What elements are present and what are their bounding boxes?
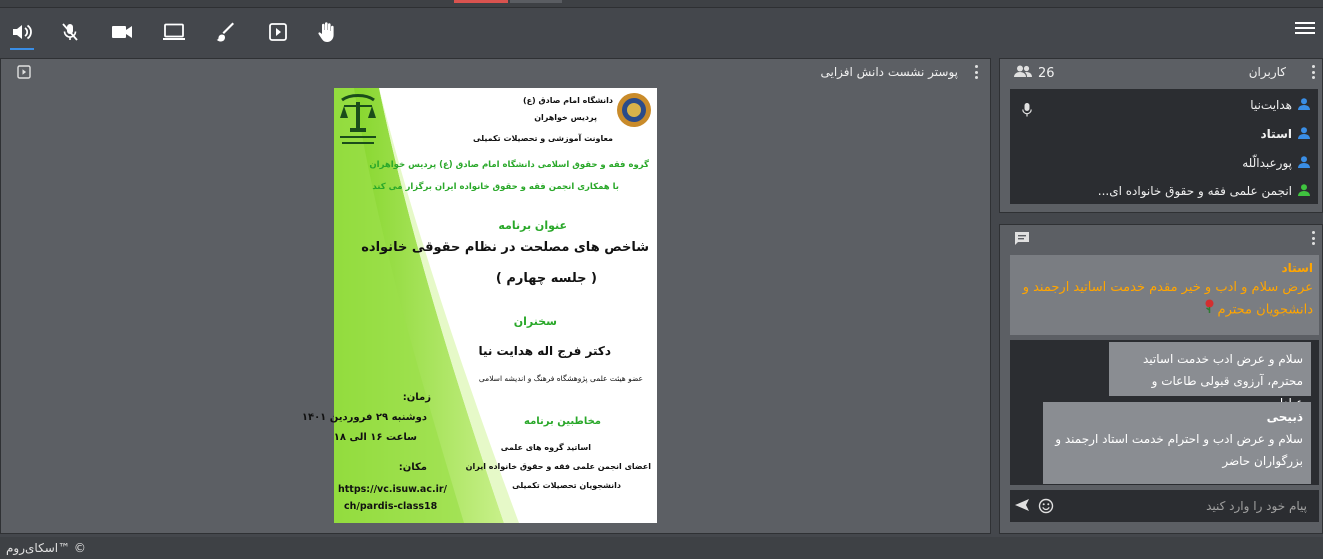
poster-program-label: عنوان برنامه <box>498 219 567 232</box>
users-count <box>1014 65 1055 81</box>
users-count-value: 26 <box>1038 65 1055 81</box>
chat-message-text: سلام و عرض ادب خدمت اساتید محترم، آرزوی قبولی طاعات و <box>1142 352 1303 388</box>
rose-emoji-icon <box>1204 299 1215 321</box>
pinned-message <box>1010 255 1319 335</box>
tab[interactable] <box>510 0 562 3</box>
poster-speaker-name: دکتر فرج اله هدایت نیا <box>478 344 611 358</box>
poster-speakers-label: سخنران <box>513 315 557 328</box>
media-icon[interactable] <box>17 65 31 82</box>
chat-message-text: سلام و عرض ادب و احترام خدمت استاد ارجمند و بزرگواران حاضر <box>1055 432 1303 468</box>
poster-audience-1: اساتید گروه های علمی <box>500 443 591 452</box>
send-icon[interactable] <box>1014 498 1030 515</box>
emoji-icon[interactable] <box>1038 498 1054 517</box>
poster-panel-menu-icon[interactable] <box>971 65 981 79</box>
screen-share-icon[interactable] <box>162 20 186 44</box>
poster-time-label: زمان: <box>402 392 431 403</box>
poster-panel-header <box>1 59 990 85</box>
poster-speaker-role: عضو هیئت علمی پژوهشگاه فرهنگ و اندیشه اسلامی <box>478 374 643 383</box>
poster-panel-title: پوستر نشست دانش افزایی <box>820 65 958 79</box>
user-name: انجمن علمی فقه و حقوق خانواده ای... <box>1097 184 1292 198</box>
poster-university-line1: دانشگاه امام صادق (ع) <box>522 96 613 105</box>
chat-messages <box>1010 340 1319 485</box>
camera-icon[interactable] <box>110 20 134 44</box>
top-tab-strip <box>0 0 1323 8</box>
user-name: هدایت‌نیا <box>1250 98 1292 112</box>
raise-hand-icon[interactable] <box>314 20 338 44</box>
brush-icon[interactable] <box>214 20 238 44</box>
user-item[interactable] <box>1242 153 1310 173</box>
poster-audience-label: مخاطبین برنامه <box>524 416 601 427</box>
poster-background <box>334 88 657 523</box>
users-group-icon <box>1014 65 1032 81</box>
users-panel-menu-icon[interactable] <box>1308 65 1318 79</box>
mic-off-icon[interactable] <box>58 20 82 44</box>
user-icon <box>1298 98 1310 113</box>
poster-university-line2: پردیس خواهران <box>534 113 597 122</box>
poster-university-line3: معاونت آموزشی و تحصیلات تکمیلی <box>473 134 613 143</box>
event-poster <box>301 88 657 523</box>
poster-audience-3: دانشجویان تحصیلات تکمیلی <box>512 481 621 490</box>
play-media-icon[interactable] <box>266 20 290 44</box>
chat-message-input[interactable] <box>1060 490 1315 522</box>
poster-session: ( جلسه چهارم ) <box>495 271 597 286</box>
chat-panel-menu-icon[interactable] <box>1308 231 1318 245</box>
pinned-message-author: استاد <box>1281 261 1313 275</box>
poster-url-line2: ch/pardis-class18 <box>344 501 438 512</box>
chat-message <box>1043 402 1311 484</box>
footer-brand: اسکای‌روم™ © <box>6 541 86 555</box>
toolbar <box>0 8 1323 56</box>
tab-active[interactable] <box>454 0 508 3</box>
poster-program-title: شاخص های مصلحت در نظام حقوقی خانواده <box>361 240 649 255</box>
chat-message-author: ذبیحی <box>1266 410 1303 424</box>
user-icon <box>1298 156 1310 171</box>
chat-input-bar <box>1010 490 1319 522</box>
pinned-message-text: عرض سلام و ادب و خیر مقدم خدمت اساتید ارجمند و دانشجویان محترم <box>1016 277 1313 322</box>
footer <box>0 537 1323 559</box>
poster-group-line1: گروه فقه و حقوق اسلامی دانشگاه امام صادق (ع) پردیس خواهران <box>369 160 649 170</box>
user-icon <box>1298 127 1310 142</box>
university-logo <box>616 92 652 128</box>
user-item[interactable] <box>1098 181 1310 201</box>
speaker-icon[interactable] <box>10 20 34 44</box>
user-name: استاد <box>1260 127 1292 141</box>
user-item[interactable] <box>1250 95 1310 115</box>
user-name: پورعبدالّله <box>1242 156 1292 170</box>
user-item[interactable] <box>1261 124 1310 144</box>
hamburger-menu-icon[interactable] <box>1295 20 1319 44</box>
poster-time-date: دوشنبه ۲۹ فروردین ۱۴۰۱ <box>301 412 427 423</box>
chat-panel <box>999 224 1323 534</box>
user-icon <box>1298 184 1310 199</box>
poster-place-label: مکان: <box>398 462 427 473</box>
users-panel <box>999 58 1323 213</box>
chat-icon <box>1014 231 1030 250</box>
users-list <box>1010 89 1318 204</box>
association-logo <box>336 92 380 152</box>
poster-time-hours: ساعت ۱۶ الی ۱۸ <box>333 432 417 443</box>
mic-icon <box>1022 103 1032 120</box>
poster-group-line2: با همکاری انجمن فقه و حقوق خانواده ایران برگزار می کند <box>372 182 619 192</box>
poster-url-line1: https://vc.isuw.ac.ir/ <box>338 484 447 495</box>
users-panel-title: کاربران <box>1248 65 1286 79</box>
chat-message <box>1109 342 1311 396</box>
poster-audience-2: اعضای انجمن علمی فقه و حقوق خانواده ایران <box>465 462 651 471</box>
